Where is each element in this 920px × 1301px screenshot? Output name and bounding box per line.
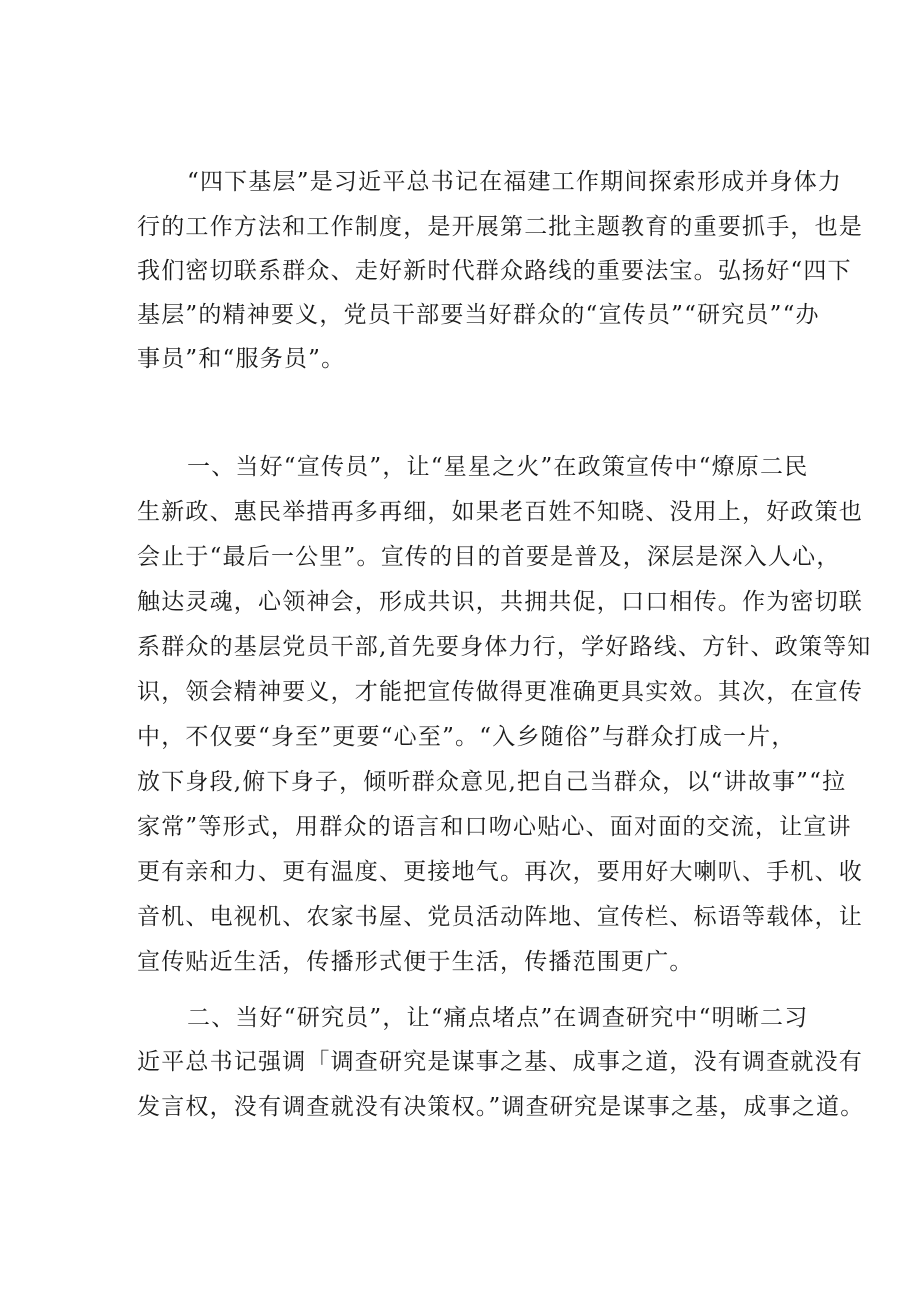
text-line: 我们密切联系群众、走好新时代群众路线的重要法宝。弘扬好“四下 xyxy=(137,258,852,284)
text-line: 家常”等形式，用群众的语言和口吻心贴心、面对面的交流，让宣讲 xyxy=(137,814,852,840)
text-line: 识，领会精神要义，才能把宣传做得更准确更具实效。其次，在宣传 xyxy=(137,679,863,705)
text-line: 行的工作方法和工作制度，是开展第二批主题教育的重要抓手，也是 xyxy=(137,214,863,240)
text-line: 基层”的精神要义，党员干部要当好群众的“宣传员”“研究员”“办 xyxy=(137,302,820,328)
text-line: 会止于“最后一公里”。宣传的目的首要是普及，深层是深入人心， xyxy=(137,544,841,570)
text-line: “四下基层”是习近平总书记在福建工作期间探索形成并身体力 xyxy=(187,169,843,195)
text-line: 一、当好“宣传员”，让“星星之火”在政策宣传中“燎原二民 xyxy=(187,454,809,480)
text-line: 触达灵魂，心领神会，形成共识，共拥共促，口口相传。作为密切联 xyxy=(137,589,863,615)
text-line: 音机、电视机、农家书屋、党员活动阵地、宣传栏、标语等载体，让 xyxy=(137,904,863,930)
text-line: 中，不仅要“身至”更要“心至”。“入乡随俗”与群众打成一片， xyxy=(137,724,796,750)
text-line: 更有亲和力、更有温度、更接地气。再次，要用好大喇叭、手机、收 xyxy=(137,859,863,885)
text-line: 近平总书记强调「调查研究是谋事之基、成事之道，没有调查就没有 xyxy=(137,1049,863,1075)
text-line: 二、当好“研究员”，让“痛点堵点”在调查研究中“明晰二习 xyxy=(187,1005,809,1031)
text-line: 生新政、惠民举措再多再细，如果老百姓不知晓、没用上，好政策也 xyxy=(137,499,863,525)
text-line: 系群众的基层党员干部,首先要身体力行，学好路线、方针、政策等知 xyxy=(137,634,872,660)
text-line: 发言权，没有调查就没有决策权。”调查研究是谋事之基，成事之道。 xyxy=(137,1094,865,1120)
text-line: 放下身段,俯下身子，倾听群众意见,把自己当群众，以“讲故事”“拉 xyxy=(137,769,847,795)
text-line: 事员”和“服务员”。 xyxy=(137,346,346,372)
text-line: 宣传贴近生活，传播形式便于生活，传播范围更广。 xyxy=(137,949,694,975)
